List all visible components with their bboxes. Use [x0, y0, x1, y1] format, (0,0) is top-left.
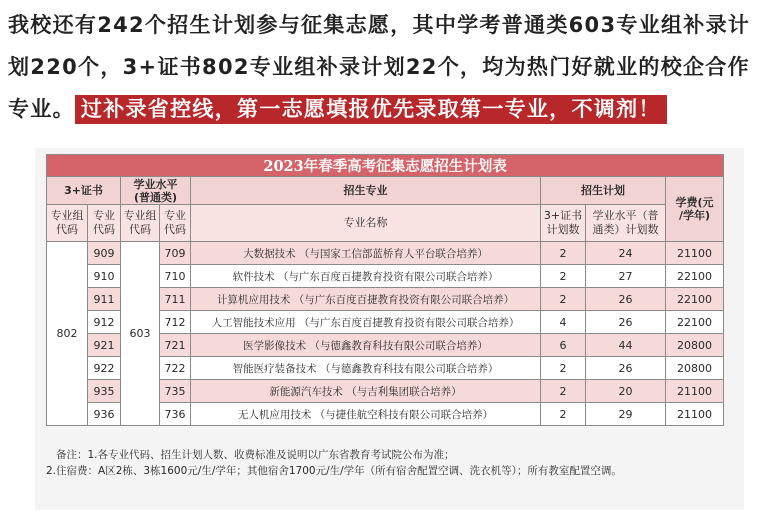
academic-major-code: 712: [160, 311, 191, 334]
subheader-cert-count-l2: 计划数: [546, 223, 580, 236]
cert-major-code: 911: [88, 288, 121, 311]
cert-major-code: 910: [88, 265, 121, 288]
intro-line-3-prefix: 专业。: [8, 97, 75, 121]
subheader-academic-major-code-l1: 专业: [164, 209, 186, 222]
major-name: 医学影像技术 （与德鑫教育科技有限公司联合培养）: [191, 334, 541, 357]
cert-major-code: 921: [88, 334, 121, 357]
cert-major-code: 912: [88, 311, 121, 334]
subheader-academic-major-code: [160, 205, 191, 242]
table-notes: [46, 447, 723, 497]
subheader-academic-count-l1: 学业水平（普: [592, 209, 659, 222]
header-plan: 招生计划: [541, 177, 666, 205]
header-major: 招生专业: [191, 177, 541, 205]
academic-plan-count: 26: [586, 288, 666, 311]
cert-plan-count: 2: [541, 242, 586, 265]
cert-plan-count: 2: [541, 265, 586, 288]
header-cert: 3+证书: [47, 177, 121, 205]
header-academic-line2: (普通类): [133, 190, 178, 204]
major-name: 人工智能技术应用 （与广东百度百捷教育投资有限公司联合培养）: [191, 311, 541, 334]
cert-plan-count: 2: [541, 380, 586, 403]
subheader-group-code-l1: 专业组: [50, 209, 84, 222]
tuition: 20800: [666, 334, 724, 357]
table-title: 2023年春季高考征集志愿招生计划表: [47, 155, 724, 177]
major-name: 新能源汽车技术 （与吉利集团联合培养）: [191, 380, 541, 403]
subheader-major-code-l2: 代码: [93, 223, 115, 236]
major-name: 软件技术 （与广东百度百捷教育投资有限公司联合培养）: [191, 265, 541, 288]
academic-major-code: 721: [160, 334, 191, 357]
major-name: 智能医疗装备技术 （与德鑫教育科技有限公司联合培养）: [191, 357, 541, 380]
tuition: 22100: [666, 288, 724, 311]
enrollment-plan-table: [46, 154, 724, 426]
header-tuition: [666, 177, 724, 242]
academic-plan-count: 44: [586, 334, 666, 357]
subheader-cert-count: [541, 205, 586, 242]
academic-major-code: 711: [160, 288, 191, 311]
cert-major-code: 922: [88, 357, 121, 380]
academic-plan-count: 24: [586, 242, 666, 265]
header-academic: [121, 177, 191, 205]
tuition: 21100: [666, 380, 724, 403]
plan-table-card: [35, 148, 744, 510]
header-tuition-line1: 学费(元: [675, 196, 714, 209]
subheader-group-code-l2: 代码: [56, 223, 78, 236]
header-academic-line1: 学业水平: [133, 177, 178, 191]
cert-plan-count: 2: [541, 403, 586, 426]
cert-plan-count: 6: [541, 334, 586, 357]
header-tuition-line2: /学年): [679, 209, 711, 222]
subheader-cert-count-l1: 3+证书: [543, 209, 583, 222]
subheader-major-code: [88, 205, 121, 242]
tuition: 20800: [666, 357, 724, 380]
subheader-academic-group-code-l2: 代码: [129, 223, 151, 236]
intro-line-1: 我校还有242个招生计划参与征集志愿，其中学考普通类603专业组补录计: [8, 13, 751, 37]
subheader-academic-count-l2: 通类）计划数: [592, 223, 659, 236]
table-row: [47, 242, 724, 265]
subheader-academic-group-code-l1: 专业组: [123, 209, 157, 222]
highlight-banner: 过补录省控线，第一志愿填报优先录取第一专业，不调剂！: [75, 95, 667, 124]
academic-major-code: 736: [160, 403, 191, 426]
academic-plan-count: 26: [586, 311, 666, 334]
academic-major-code: 722: [160, 357, 191, 380]
cert-major-code: 936: [88, 403, 121, 426]
academic-plan-count: 27: [586, 265, 666, 288]
cert-plan-count: 2: [541, 288, 586, 311]
tuition: 21100: [666, 403, 724, 426]
subheader-group-code: [47, 205, 88, 242]
intro-line-2: 划220个，3+证书802专业组补录计划22个，均为热门好就业的校企合作: [8, 55, 750, 79]
academic-group-code: 603: [121, 242, 160, 426]
cert-plan-count: 4: [541, 311, 586, 334]
academic-plan-count: 29: [586, 403, 666, 426]
cert-major-code: 909: [88, 242, 121, 265]
note-line-2: 2.住宿费：A区2栋、3栋1600元/生/学年；其他宿舍1700元/生/学年（所有宿舍配置空调、洗衣机等）；所有教室配置空调。: [46, 465, 622, 477]
tuition: 21100: [666, 242, 724, 265]
subheader-major-code-l1: 专业: [93, 209, 115, 222]
academic-major-code: 709: [160, 242, 191, 265]
subheader-academic-major-code-l2: 代码: [164, 223, 186, 236]
intro-paragraph: [8, 4, 760, 130]
cert-plan-count: 2: [541, 357, 586, 380]
major-name: 无人机应用技术 （与捷佳航空科技有限公司联合培养）: [191, 403, 541, 426]
major-name: 计算机应用技术 （与广东百度百捷教育投资有限公司联合培养）: [191, 288, 541, 311]
note-line-1: 备注：1.各专业代码、招生计划人数、收费标准及说明以广东省教育考试院公布为准；: [56, 449, 455, 461]
academic-plan-count: 20: [586, 380, 666, 403]
intro-line-3: [8, 88, 760, 130]
academic-major-code: 710: [160, 265, 191, 288]
academic-plan-count: 26: [586, 357, 666, 380]
cert-group-code: 802: [47, 242, 88, 426]
tuition: 22100: [666, 311, 724, 334]
tuition: 22100: [666, 265, 724, 288]
subheader-academic-group-code: [121, 205, 160, 242]
cert-major-code: 935: [88, 380, 121, 403]
major-name: 大数据技术 （与国家工信部蓝桥育人平台联合培养）: [191, 242, 541, 265]
academic-major-code: 735: [160, 380, 191, 403]
subheader-major-name: 专业名称: [191, 205, 541, 242]
subheader-academic-count: [586, 205, 666, 242]
